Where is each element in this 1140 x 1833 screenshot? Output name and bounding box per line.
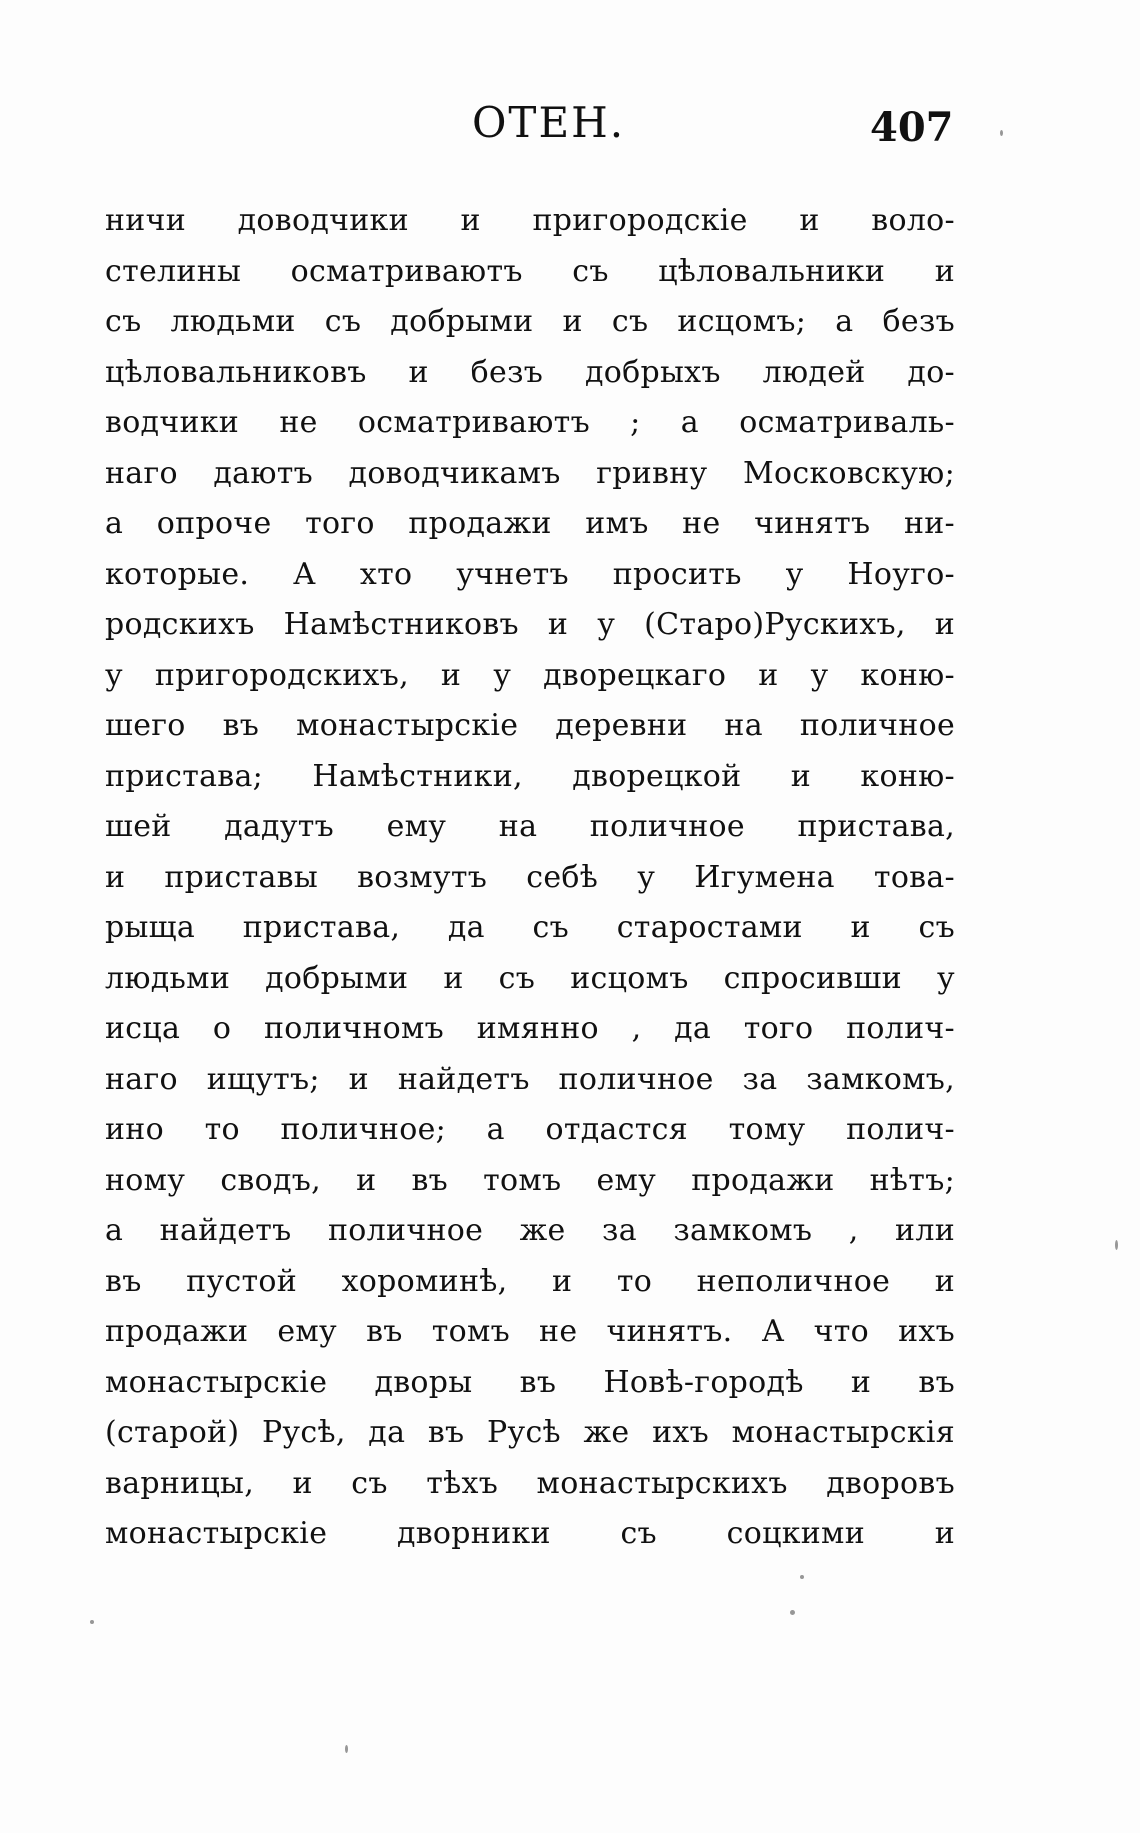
text-line-11: шего въ монастырскіе деревни на поличное xyxy=(105,708,955,743)
body-text xyxy=(105,196,955,1560)
text-line-9: родскихъ Намѣстниковъ и у (Старо)Рускихъ, и xyxy=(105,607,955,642)
text-line-18: наго ищутъ; и найдетъ поличное за замкомъ, xyxy=(105,1061,955,1097)
text-line-1: ничи доводчики и пригородскіе и воло- xyxy=(105,203,955,238)
text-line-26: варницы, и съ тѣхъ монастырскихъ дворовъ xyxy=(105,1465,955,1501)
text-line-23: продажи ему въ томъ не чинятъ. А что ихъ xyxy=(105,1314,955,1349)
scan-speck xyxy=(790,1610,795,1615)
text-line-12: пристава; Намѣстники, дворецкой и коню- xyxy=(105,758,955,794)
running-head-title: ОТЕН. xyxy=(472,98,626,147)
scan-speck xyxy=(800,1575,804,1579)
text-line-22: въ пустой хороминѣ, и то неполичное и xyxy=(105,1263,955,1299)
text-line-4: цѣловальниковъ и безъ добрыхъ людей до- xyxy=(105,354,955,390)
scan-speck xyxy=(345,1745,348,1753)
text-line-25: (старой) Русѣ, да въ Русѣ же ихъ монастырскія xyxy=(105,1415,955,1450)
text-line-24: монастырскіе дворы въ Новѣ-городѣ и въ xyxy=(105,1364,955,1400)
text-line-10: у пригородскихъ, и у дворецкаго и у коню- xyxy=(105,657,955,693)
text-line-3: съ людьми съ добрыми и съ исцомъ; а безъ xyxy=(105,304,955,339)
text-line-21: а найдетъ поличное же за замкомъ , или xyxy=(105,1213,955,1248)
running-head xyxy=(0,98,1140,158)
scan-speck xyxy=(1115,1240,1118,1250)
text-line-19: ино то поличное; а отдастся тому полич- xyxy=(105,1112,955,1147)
text-line-20: ному сводъ, и въ томъ ему продажи нѣтъ; xyxy=(105,1162,955,1198)
text-line-13: шей дадутъ ему на поличное пристава, xyxy=(105,809,955,844)
page-number: 407 xyxy=(870,104,954,151)
text-line-15: рыща пристава, да съ старостами и съ xyxy=(105,910,955,945)
text-line-7: а опроче того продажи имъ не чинятъ ни- xyxy=(105,506,955,541)
scan-speck xyxy=(90,1620,94,1624)
text-line-17: исца о поличномъ имянно , да того полич- xyxy=(105,1011,955,1046)
text-line-5: водчики не осматриваютъ ; а осматриваль- xyxy=(105,405,955,440)
text-line-27: монастырскіе дворники съ соцкими и xyxy=(105,1516,955,1551)
scan-speck xyxy=(1000,130,1003,136)
text-line-2: стелины осматриваютъ съ цѣловальники и xyxy=(105,253,955,289)
text-line-14: и приставы возмутъ себѣ у Игумена това- xyxy=(105,859,955,895)
text-line-8: которые. А хто учнетъ просить у Ноуго- xyxy=(105,556,955,592)
text-line-6: наго даютъ доводчикамъ гривну Московскую; xyxy=(105,455,955,491)
text-line-16: людьми добрыми и съ исцомъ спросивши у xyxy=(105,960,955,996)
